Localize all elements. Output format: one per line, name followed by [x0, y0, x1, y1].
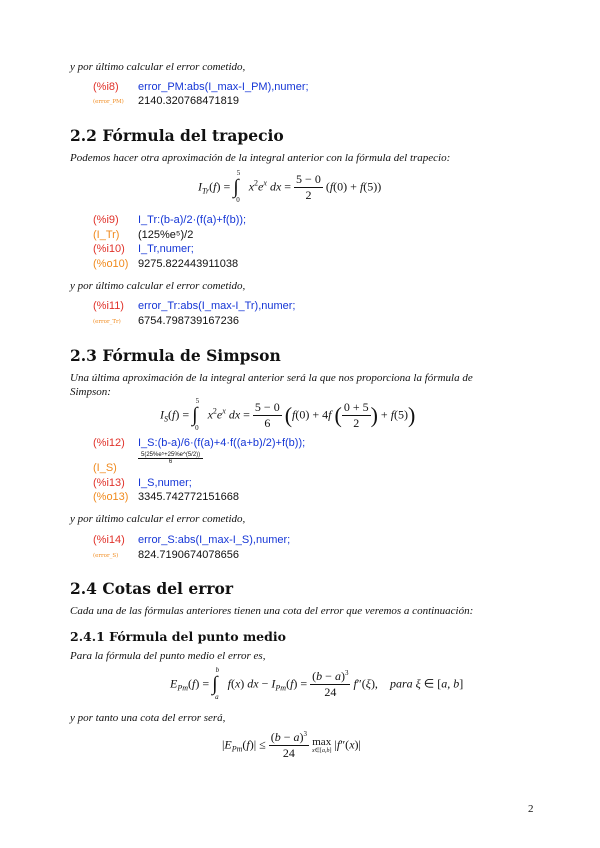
input-code[interactable]: I_Tr:(b-a)/2·(f(a)+f(b)); — [138, 214, 247, 226]
section-intro: Cada una de las fórmulas anteriores tienen una cota del error que veremos a continuación: — [70, 605, 474, 617]
output-result: 2140.320768471819 — [138, 95, 239, 107]
section-intro: Podemos hacer otra aproximación de la integral anterior con la fórmula del trapecio: — [70, 152, 451, 164]
input-label: (%i14) — [93, 534, 125, 546]
simpson-formula: $I_S(f) = \int^5_0$ $x^2e^x$ dx = $\frac{5 - 0}{6}$ (f(0) + 4f ( $\frac{0 + 5}{2}$ ) + f(5)) — [160, 397, 416, 432]
trapezoid-formula: $I_{Tr}(f) = \int^5_0$ $x^2e^x$ dx = $\frac{5 - 0}{2}$ (f(0) + f(5)) — [198, 169, 382, 204]
output-label: (error_S) — [93, 553, 119, 559]
output-numerator: 5(25%e⁵+25%e^(5/2)) — [138, 452, 203, 459]
input-code[interactable]: error_S:abs(I_max-I_S),numer; — [138, 534, 291, 546]
input-label: (%i9) — [93, 214, 119, 226]
section-intro: Simpson: — [70, 386, 111, 398]
section-title: 2.3 Fórmula de Simpson — [70, 346, 281, 365]
output-denominator: 6 — [168, 459, 173, 465]
section-intro: Una última aproximación de la integral anterior será la que nos proporciona la fórmula de — [70, 372, 473, 384]
input-label: (%i8) — [93, 81, 119, 93]
input-label: (%i11) — [93, 300, 124, 312]
input-code[interactable]: I_S:(b-a)/6·(f(a)+4·f((a+b)/2)+f(b)); — [138, 437, 306, 449]
output-label: (I_Tr) — [93, 229, 120, 241]
output-result: 824.7190674078656 — [138, 549, 239, 561]
output-label: (I_S) — [93, 462, 117, 474]
output-label: (error_Tr) — [93, 319, 121, 325]
input-code[interactable]: error_Tr:abs(I_max-I_Tr),numer; — [138, 300, 296, 312]
subsection-text: y por tanto una cota del error será, — [70, 712, 226, 724]
subsection-title: 2.4.1 Fórmula del punto medio — [70, 629, 286, 644]
output-fraction — [138, 452, 203, 465]
output-label: (%o13) — [93, 491, 129, 503]
page-number: 2 — [528, 803, 534, 815]
subsection-intro: Para la fórmula del punto medio el error es, — [70, 650, 266, 662]
input-label: (%i10) — [93, 243, 125, 255]
midpoint-error-formula: $E_{Pm}(f) = \int^b_a$ f(x) dx − $I_{Pm}(f)$ = $\frac{(b - a)^3}{24}$ f″(ξ), para ξ ∈ [a, b] — [170, 666, 464, 701]
output-expression: (125%e⁵)/2 — [138, 229, 194, 241]
output-label: (error_PM) — [93, 99, 124, 105]
input-label: (%i13) — [93, 477, 125, 489]
input-label: (%i12) — [93, 437, 125, 449]
output-result: 9275.822443911038 — [138, 258, 239, 270]
output-label: (%o10) — [93, 258, 129, 270]
output-result: 3345.742772151668 — [138, 491, 239, 503]
input-code[interactable]: error_PM:abs(I_max-I_PM),numer; — [138, 81, 309, 93]
input-code[interactable]: I_S,numer; — [138, 477, 192, 489]
section-title: 2.4 Cotas del error — [70, 579, 234, 598]
intro-text: y por último calcular el error cometido, — [70, 513, 246, 525]
input-code[interactable]: I_Tr,numer; — [138, 243, 194, 255]
output-result: 6754.798739167236 — [138, 315, 239, 327]
intro-text: y por último calcular el error cometido, — [70, 61, 246, 73]
error-bound-formula: $|E_{Pm}(f)|$ ≤ $\frac{(b - a)^3}{24}$ max x∈[a,b] |f″(x)| — [222, 730, 361, 760]
intro-text: y por último calcular el error cometido, — [70, 280, 246, 292]
section-title: 2.2 Fórmula del trapecio — [70, 126, 284, 145]
